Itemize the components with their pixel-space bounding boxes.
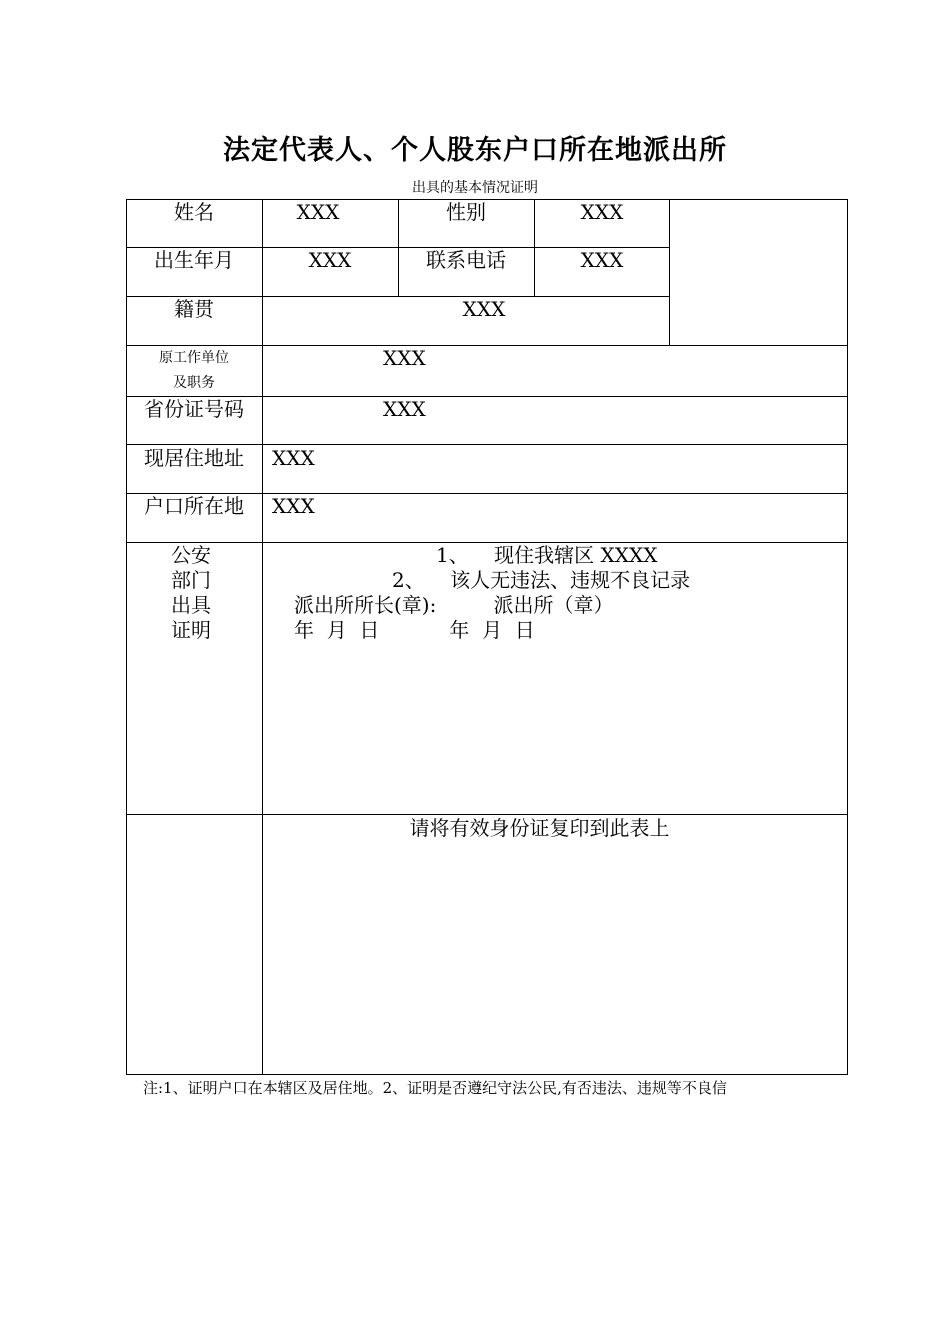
hukou-value: XXX (272, 494, 315, 518)
gender-value: XXX (580, 200, 624, 224)
former-work-label-line1: 原工作单位 (159, 350, 229, 366)
hukou-label: 户口所在地 (144, 494, 244, 518)
police-label-line: 公安 (171, 543, 211, 567)
police-signature-line: 派出所所长(章): 派出所（章） (294, 593, 614, 617)
column-divider (262, 199, 263, 1075)
name-value: XXX (296, 200, 340, 224)
former-work-label-line2: 及职务 (173, 375, 215, 391)
page-title: 法定代表人、个人股东户口所在地派出所 (223, 135, 727, 166)
id-copy-instruction: 请将有效身份证复印到此表上 (409, 816, 670, 840)
former-work-value: XXX (383, 346, 426, 370)
name-label: 姓名 (174, 200, 214, 224)
native-place-label: 籍贯 (174, 297, 214, 321)
police-label-line: 证明 (171, 618, 211, 642)
row-divider (126, 444, 848, 445)
phone-label: 联系电话 (426, 248, 506, 272)
address-label: 现居住地址 (144, 446, 244, 470)
phone-value: XXX (580, 248, 624, 272)
table-border-right (847, 199, 848, 1075)
police-date-line: 年 月 日 年 月 日 (294, 618, 535, 642)
police-statement-item1: 1、 现住我辖区 XXXX (436, 543, 658, 567)
row-divider (126, 814, 848, 815)
birth-label: 出生年月 (154, 248, 234, 272)
footnote: 注:1、证明户口在本辖区及居住地。2、证明是否遵纪守法公民,有否违法、违规等不良信 (143, 1079, 727, 1097)
page-subtitle: 出具的基本情况证明 (412, 180, 538, 196)
id-number-value: XXX (383, 397, 426, 421)
police-label-line: 出具 (171, 593, 211, 617)
birth-value: XXX (308, 248, 352, 272)
address-value: XXX (272, 446, 315, 470)
native-place-value: XXX (462, 297, 506, 321)
id-number-label: 省份证号码 (144, 397, 244, 421)
table-border-bottom (126, 1074, 848, 1075)
police-statement-item2: 2、 该人无违法、违规不良记录 (392, 568, 691, 592)
gender-label: 性别 (446, 200, 486, 224)
police-label-line: 部门 (171, 568, 211, 592)
